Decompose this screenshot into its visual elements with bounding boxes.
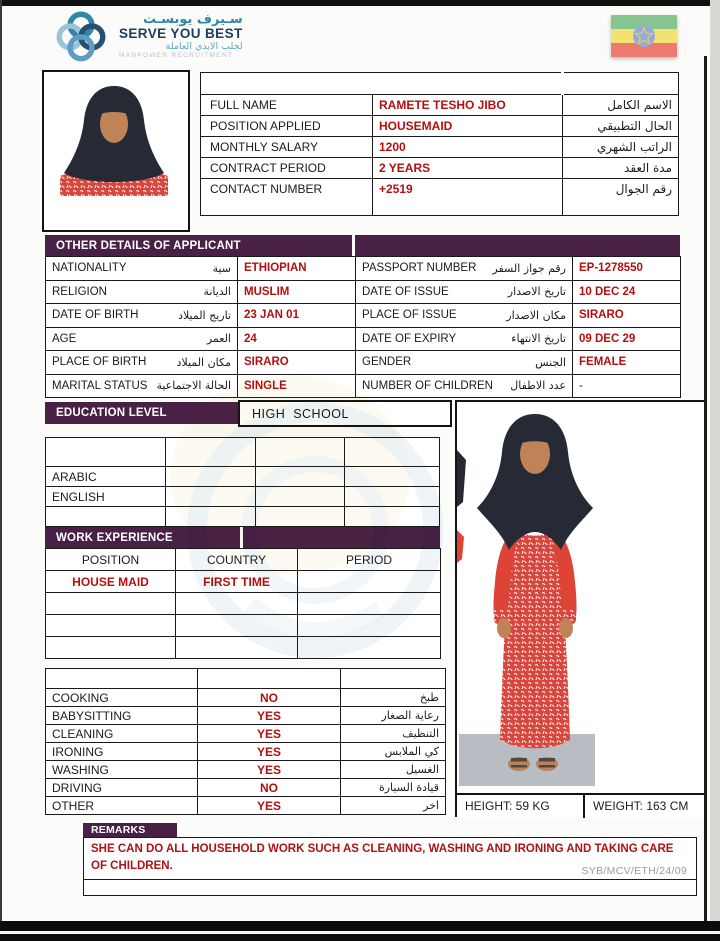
position-cell [46,593,176,615]
write-cell [345,487,440,507]
fullbody-photo-image [457,402,704,788]
ethiopia-flag-icon [611,15,677,57]
field-value: SINGLE [238,374,356,398]
page-right-border [704,56,707,922]
speak-cell [166,467,256,487]
skill-label: CLEANING [46,725,198,743]
employment-details-table [200,72,679,216]
column-header: WRITE [345,438,440,467]
field-label: POSITION APPLIED [201,116,373,137]
field-label-cell [46,327,238,351]
period-cell [298,593,441,615]
field-label: RELIGION [52,285,107,298]
field-label-cell [46,304,238,328]
field-value: 1200 [373,137,563,158]
scan-edge-top [0,0,720,6]
skill-label: COOKING [46,689,198,707]
remarks-title-text: REMARKS [91,824,146,836]
agency-arabic-tagline: لجلب الايدي العاملة [165,40,243,52]
field-label: FULL NAME [201,95,373,116]
skill-value: NO [198,779,341,797]
position-cell: HOUSE MAID [46,571,176,593]
applicant-fullbody-photo [455,400,706,817]
skills-table [45,668,446,815]
applicant-portrait-photo [42,70,190,232]
field-value: +2519 [373,179,563,216]
language-name: ENGLISH [46,487,166,507]
field-label-cell [356,280,573,304]
column-header: READ [256,438,345,467]
skill-arabic-label: اخر [341,797,446,815]
work-experience-title-text: WORK EXPERIENCE [56,531,173,544]
field-label: PLACE OF BIRTH [52,356,147,369]
period-cell [298,637,441,659]
read-cell [256,487,345,507]
skills-header-spacer [198,669,341,689]
remarks-box [83,837,697,896]
field-value: SIRARO [573,304,681,328]
column-header: POSITION [46,549,176,571]
read-cell [256,467,345,487]
field-label-cell [356,327,573,351]
skill-value: NO [198,689,341,707]
field-label: DATE OF ISSUE [362,285,449,298]
field-arabic-label: الحالة الاجتماعية [156,379,231,393]
read-cell [256,507,345,527]
field-label: PLACE OF ISSUE [362,309,457,322]
field-value: HOUSEMAID [373,116,563,137]
skill-value: YES [198,743,341,761]
skill-label: OTHER [46,797,198,815]
field-label-cell [356,374,573,398]
skill-value: YES [198,707,341,725]
work-experience-table [45,548,441,659]
field-arabic-label: رقم الجوال [563,179,679,216]
field-arabic-label: الجنس [535,355,566,369]
field-label: PASSPORT NUMBER [362,262,477,275]
agency-tagline: MANPOWER RECRUITMENT [119,52,234,60]
field-value: EP-1278550 [573,257,681,281]
field-label-cell [46,257,238,281]
field-label-cell [46,374,238,398]
ref-label: REF: [563,73,679,95]
country-cell: FIRST TIME [176,571,298,593]
agency-arabic-name: سـيرف يوبسـت [143,11,243,27]
field-label-cell [46,280,238,304]
height-value: HEIGHT: 59 KG [457,795,585,818]
field-label-cell [356,257,573,281]
country-cell [176,615,298,637]
skill-label: WASHING [46,761,198,779]
header-notch [352,235,355,256]
field-value: RAMETE TESHO JIBO [373,95,563,116]
skill-arabic-label: كي الملابس [341,743,446,761]
field-value: SIRARO [238,351,356,375]
skill-arabic-label: التنظيف [341,725,446,743]
field-label: NATIONALITY [52,262,127,275]
skill-arabic-label: رعاية الصغار [341,707,446,725]
field-arabic-label: الحال التطبيقي [563,116,679,137]
speak-cell [166,487,256,507]
period-cell [298,615,441,637]
write-cell [345,507,440,527]
field-label: MARITAL STATUS [52,379,148,392]
field-arabic-label: سية [212,261,231,275]
field-label-cell [356,351,573,375]
speak-cell [166,507,256,527]
field-arabic-label: عدد الاطفال [510,379,566,393]
period-cell [298,571,441,593]
field-arabic-label: الراتب الشهري [563,137,679,158]
remarks-section-title [83,823,177,837]
field-arabic-label: مكان الاصدار [506,308,566,322]
document-reference-code: SYB/MCV/ETH/24/09 [581,865,687,877]
other-details-title-text: OTHER DETAILS OF APPLICANT [56,239,241,252]
skill-value: YES [198,797,341,815]
field-value: MUSLIM [238,280,356,304]
field-arabic-label: مكان الميلاد [176,355,231,369]
skills-arabic-title: المهارات [341,669,446,689]
field-label: MONTHLY SALARY [201,137,373,158]
country-cell [176,637,298,659]
remarks-text: SHE CAN DO ALL HOUSEHOLD WORK SUCH AS CLEANING, WASHING AND IRONING AND TAKING CARE OF CHILDREN. [91,843,674,873]
field-arabic-label: تاريخ الانتهاء [511,332,566,346]
work-experience-section-title [45,527,440,548]
other-details-table [45,256,681,398]
skill-label: IRONING [46,743,198,761]
field-value: 09 DEC 29 [573,327,681,351]
position-cell [46,615,176,637]
skill-label: DRIVING [46,779,198,797]
agency-logo [52,7,243,65]
country-cell [176,593,298,615]
scan-edge-bottom-line [0,931,720,934]
field-label: GENDER [362,356,412,369]
weight-value: WEIGHT: 163 CM [593,799,689,813]
agency-logo-icon [52,7,110,65]
field-arabic-label: تاريج الميلاد [178,308,231,322]
education-label-text: EDUCATION LEVEL [56,407,167,419]
field-label-cell [46,351,238,375]
header-notch [240,527,243,548]
field-label-cell [356,304,573,328]
column-header: PERIOD [298,549,441,571]
field-label: CONTACT NUMBER [201,179,373,216]
language-literacy-table [45,437,440,527]
field-value: 24 [238,327,356,351]
write-cell [345,467,440,487]
agency-name: SERVE YOU BEST [119,25,243,41]
skill-arabic-label: الغسيل [341,761,446,779]
field-arabic-label: رقم جواز السفر [492,261,566,275]
field-label: CONTRACT PERIOD [201,158,373,179]
education-level-value: HIGH SCHOOL [238,400,452,427]
field-arabic-label: العمر [206,332,231,346]
position-cell [46,637,176,659]
skill-arabic-label: قيادة السيارة [341,779,446,797]
language-name [46,507,166,527]
field-value: - [573,374,681,398]
skills-section-title: SKILLS [46,669,198,689]
field-value: ETHIOPIAN [238,257,356,281]
field-arabic-label: الاسم الكامل [563,95,679,116]
field-arabic-label: تاريخ الاصدار [507,285,566,299]
scan-edge-left [0,0,2,941]
education-level-label [45,402,238,424]
field-value: 2 YEARS [373,158,563,179]
column-header: LANGUAGE LITERACY [46,438,166,467]
field-arabic-label: مدة العقد [563,158,679,179]
scan-edge-right [710,0,720,941]
skill-arabic-label: طبخ [341,689,446,707]
column-header: COUNTRY [176,549,298,571]
employment-section-title: EMPLOYMENT DETAILS [201,73,563,95]
field-label: DATE OF EXPIRY [362,332,457,345]
physique-row [457,793,704,818]
field-value: 23 JAN 01 [238,304,356,328]
other-details-section-title [45,235,680,256]
skill-label: BABYSITTING [46,707,198,725]
field-value: 10 DEC 24 [573,280,681,304]
language-name: ARABIC [46,467,166,487]
remarks-divider [84,879,696,880]
field-value: FEMALE [573,351,681,375]
column-header: SPEAK [166,438,256,467]
field-label: AGE [52,332,77,345]
field-label: NUMBER OF CHILDREN [362,379,493,392]
skill-value: YES [198,725,341,743]
field-label: DATE OF BIRTH [52,309,139,322]
field-arabic-label: الديانة [203,285,231,299]
skill-value: YES [198,761,341,779]
